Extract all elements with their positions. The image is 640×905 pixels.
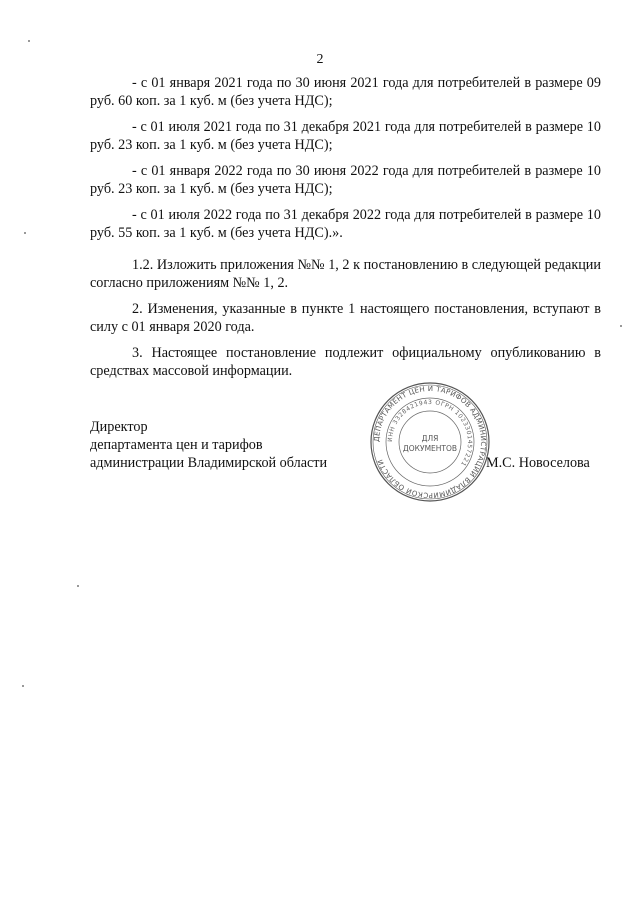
scan-speck: [620, 325, 622, 327]
signatory-position: [90, 418, 327, 472]
clause-1-2: 1.2. Изложить приложения №№ 1, 2 к постановлению в следующей редакции согласно приложениям №№ 1, 2.: [90, 257, 601, 291]
signatory-name: М.С. Новоселова: [486, 455, 590, 471]
scan-speck: [22, 685, 24, 687]
scan-speck: [77, 585, 79, 587]
seal-outer-text: ДЕПАРТАМЕНТ ЦЕН И ТАРИФОВ АДМИНИСТРАЦИИ ВЛАДИМИРСКОЙ ОБЛАСТИ: [372, 384, 488, 500]
clause-3: 3. Настоящее постановление подлежит официальному опубликованию в средствах массовой информации.: [90, 345, 601, 379]
official-seal: [369, 381, 491, 503]
tariff-period-4: - с 01 июля 2022 года по 31 декабря 2022 года для потребителей в размере 10 руб. 55 коп. за 1 куб. м (без учета НДС).».: [90, 207, 601, 241]
scan-speck: [24, 232, 26, 234]
signatory-administration: администрации Владимирской области: [90, 455, 328, 471]
tariff-period-3: - с 01 января 2022 года по 30 июня 2022 года для потребителей в размере 10 руб. 23 коп. за 1 куб. м (без учета НДС);: [90, 163, 601, 197]
clause-2: 2. Изменения, указанные в пункте 1 настоящего постановления, вступают в силу с 01 января 2020 года.: [90, 301, 601, 335]
seal-inner-text: ИНН 3328421943 ОГРН 1023301457221: [386, 398, 474, 468]
seal-center-line-2: ДОКУМЕНТОВ: [402, 444, 458, 453]
seal-center-line-1: ДЛЯ: [421, 434, 439, 443]
signatory-department: департамента цен и тарифов: [90, 437, 263, 453]
scan-speck: [28, 40, 30, 42]
page-number: 2: [316, 52, 324, 67]
tariff-period-2: - с 01 июля 2021 года по 31 декабря 2021 года для потребителей в размере 10 руб. 23 коп. за 1 куб. м (без учета НДС);: [90, 119, 601, 153]
signatory-title: Директор: [90, 419, 148, 435]
document-body: [90, 74, 601, 388]
tariff-period-1: - с 01 января 2021 года по 30 июня 2021 года для потребителей в размере 09 руб. 60 коп. за 1 куб. м (без учета НДС);: [90, 75, 601, 109]
